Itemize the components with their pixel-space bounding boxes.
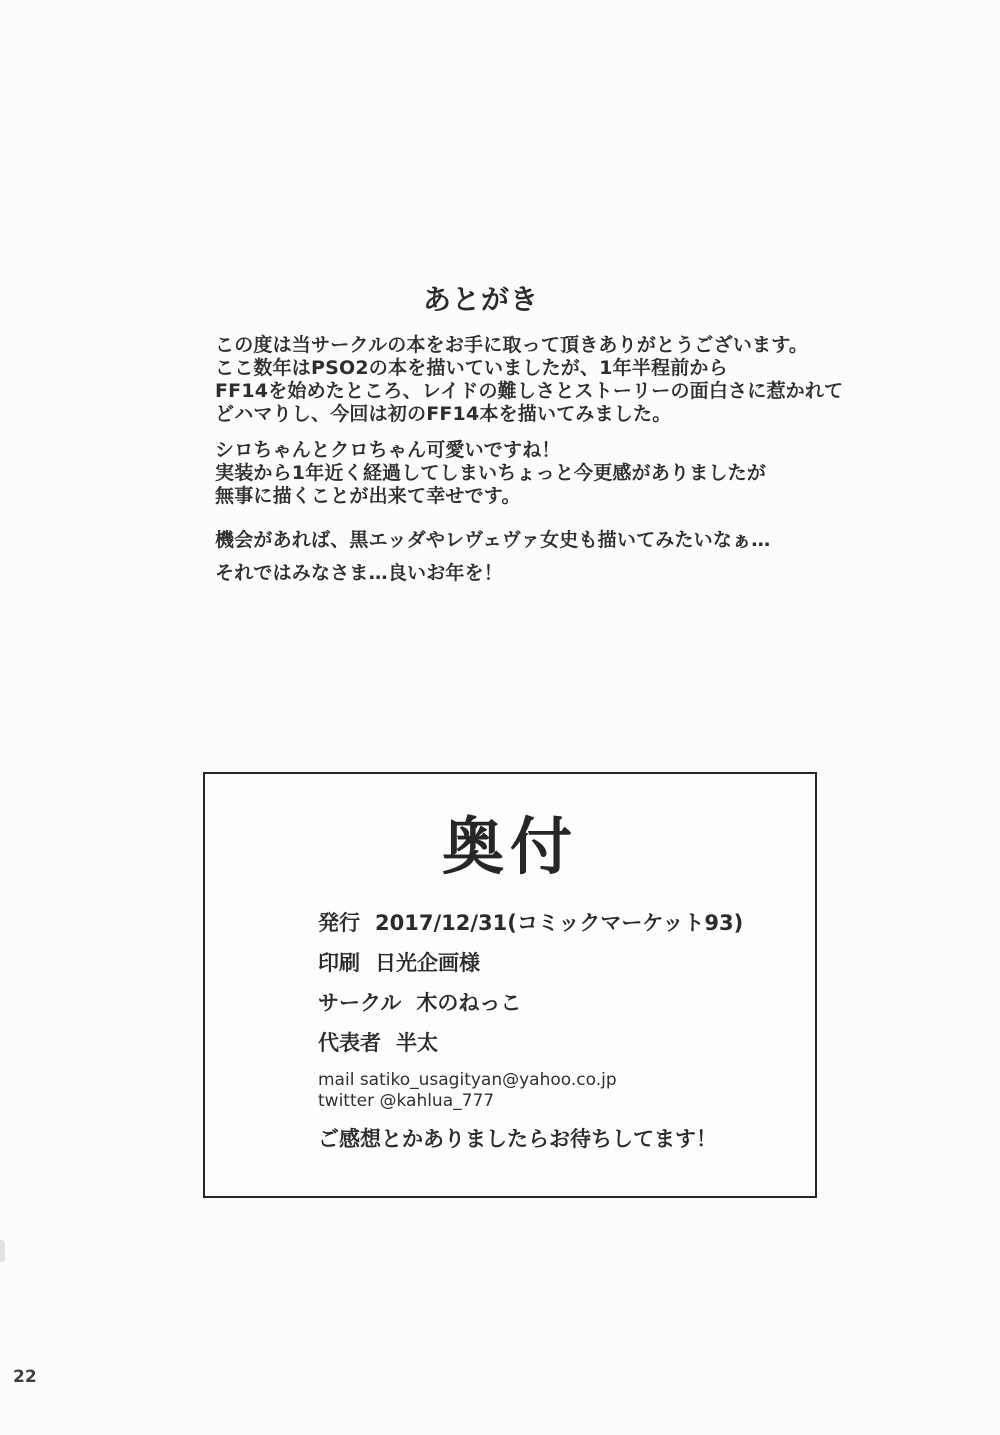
afterword-body [215,334,844,585]
entry-value: 木のねっこ [416,991,522,1015]
colophon-entry-printer [318,950,815,976]
text-line: 実装から1年近く経過してしまいちょっと今更感がありましたが [215,462,767,484]
colophon-closing: ご感想とかありましたらお待ちしてます！ [318,1127,717,1151]
afterword-paragraph-1 [215,334,844,426]
colophon-entries [318,910,815,1056]
afterword-paragraph-4 [215,562,835,585]
afterword-paragraph-2 [215,439,835,508]
colophon-contact [318,1070,815,1112]
colophon-title: 奥付 [441,810,578,883]
entry-label: 発行 [318,911,360,935]
colophon-entry-circle [318,990,815,1016]
text-line: どハマりし、今回は初のFF14本を描いてみました。 [215,403,672,425]
entry-label: 代表者 [318,1031,381,1055]
text-line: 機会があれば、黒エッダやレヴェヴァ女史も描いてみたいなぁ… [215,529,771,551]
afterword-title: あとがき [422,283,539,316]
entry-value: 半太 [396,1031,438,1055]
afterword-paragraph-3 [215,529,835,552]
contact-mail-line: mail satiko_usagityan@yahoo.co.jp [318,1070,617,1090]
text-line: FF14を始めたところ、レイドの難しさとストーリーの面白さに惹かれて [215,380,844,402]
text-line: それではみなさま…良いお年を！ [215,562,504,584]
entry-value: 日光企画様 [375,951,480,975]
text-line: ここ数年はPSO2の本を描いていましたが、1年半程前から [215,357,728,379]
colophon-box [203,772,817,1198]
scan-artifact [0,1240,5,1262]
entry-label: サークル [318,991,402,1015]
contact-twitter-line: twitter @kahlua_777 [318,1091,495,1111]
text-line: 無事に描くことが出来て幸せです。 [215,485,521,507]
colophon-entry-representative [318,1030,815,1056]
entry-label: 印刷 [318,951,360,975]
colophon-entry-publication [318,910,815,936]
text-line: この度は当サークルの本をお手に取って頂きありがとうございます。 [215,334,809,356]
text-line: シロちゃんとクロちゃん可愛いですね！ [215,439,561,461]
entry-value: 2017/12/31(コミックマーケット93) [375,911,744,935]
page-number: 22 [13,1367,37,1387]
